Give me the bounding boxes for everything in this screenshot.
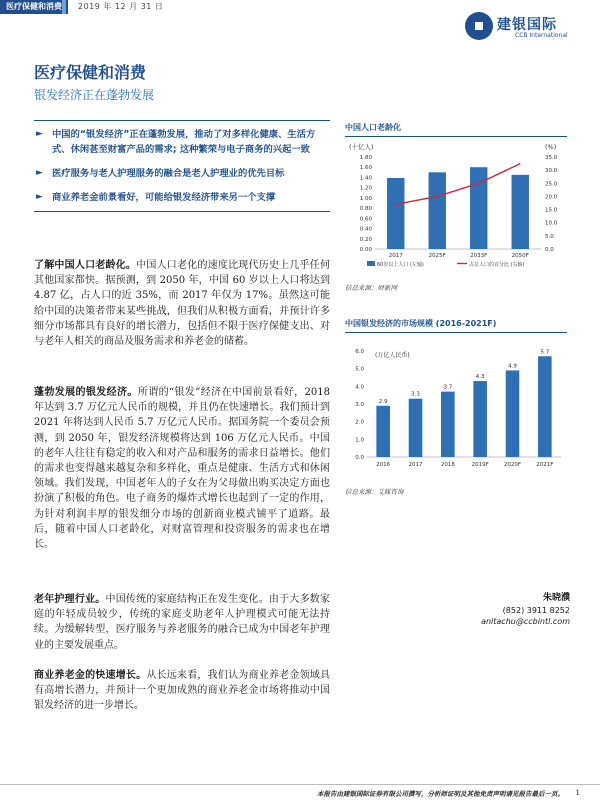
y-tick-label: 0.0 (355, 455, 364, 461)
footer-disclaimer: 本报告由建银国际证券有限公司撰写，分析师证明及其他免责声明请见报告最后一页。 (317, 790, 564, 798)
data-label: 3.3 (411, 391, 420, 398)
report-subtitle: 银发经济正在蓬勃发展 (34, 88, 155, 102)
y-tick-label: 5.0 (355, 366, 364, 373)
report-date: 2019 年 12 月 31 日 (78, 2, 164, 11)
data-label: 5.7 (540, 349, 550, 356)
logo-mark-icon (465, 12, 493, 40)
y-tick-label-right: 35.0 (545, 155, 558, 161)
report-title: 医疗保健和消费 (34, 63, 147, 82)
bar (473, 381, 487, 457)
chart-source: 信息来源：艾媒咨询 (345, 488, 404, 496)
y-tick-label-left: 0.20 (359, 236, 372, 243)
y-tick-label-left: 1.00 (359, 195, 372, 202)
y-axis-unit: (万亿人民币) (375, 352, 410, 359)
series-line (396, 164, 521, 205)
highlight-text: 医疗服务与老人护理服务的融合是老人护理业的优先目标 (52, 168, 285, 179)
y-tick-label-right: 5.0 (545, 233, 554, 240)
paragraph-lead: 商业养老金的快速增长。 (34, 670, 147, 681)
bar (376, 406, 390, 457)
chart-title: 中国人口老龄化 (345, 122, 567, 137)
sector-tag: 医疗保健和消费 (0, 0, 68, 14)
chart-title: 中国银发经济的市场规模 (2016-2021F) (345, 318, 567, 333)
x-tick-label: 2025F (428, 253, 446, 259)
paragraph-text: 所谓的“银发”经济在中国前景看好，2018 年达到 3.7 万亿元人民币的规模，并且仍在快速增长。我们预计到 2021 年将达到人民币 5.7 万亿元人民币。据国务院一个委员会预测，到 2050 年，银发经济规模将达到 106 万亿元人民币。中国的老年人往往有稳定的收入和对产品和服务的需求日益增长。他们的需求也变得越来越复杂和多样化，重点是健康、生活方式和休闲领域。我们发现，中国老年人的子女在为父母做出购买决定方面也扮演了积极的角色。电子商务的爆炸式增长也起到了一定的作用，为针对利润丰厚的银发细分市场的创新商业模式铺平了道路。最后，随着中国人口老龄化，对财富管理和投资服务的需求也在增长。 (34, 387, 330, 551)
paragraph-elderly-care (34, 592, 330, 653)
paragraph-lead: 老年护理行业。 (34, 594, 106, 605)
paragraph-lead: 蓬勃发展的银发经济。 (34, 387, 138, 398)
highlight-item (34, 166, 330, 181)
x-tick-label: 2021F (536, 462, 554, 468)
chart-source: 信息来源：财新网 (345, 284, 397, 292)
logo-name-en: CCB International (515, 32, 568, 39)
legend-label-line: 占总人口的百分比 (右轴) (469, 262, 525, 268)
y-tick-label-left: 1.20 (359, 185, 372, 192)
y-tick-label-left: 1.40 (359, 175, 372, 182)
y-tick-label-left: 1.80 (359, 155, 372, 161)
chart-silver-market (345, 318, 567, 496)
y-tick-label-right: 10.0 (545, 220, 558, 227)
bar (512, 175, 529, 249)
y-tick-label: 4.0 (355, 384, 364, 391)
paragraph-text: 中国传统的家庭结构正在发生变化。由于大多数家庭的年轻成员较少，传统的家庭支助老年人护理模式可能无法持续。为缓解转型，医疗服务与养老服务的融合已成为中国老年护理业的主要发展重点。 (34, 594, 330, 651)
x-tick-label: 2016 (376, 462, 391, 468)
analyst-name: 朱晓濮 (542, 593, 570, 603)
page-footer (0, 784, 600, 798)
highlight-item (34, 127, 330, 157)
logo-name-cn: 建银国际 (497, 17, 557, 33)
paragraph-text: 中国人口老化的速度比现代历史上几乎任何其他国家都快。据预测，到 2050 年，中国 60 岁以上人口将达到 4.87 亿，占人口的近 35%，而 2017 年仅为 17%。虽然这可能给中国的决策者带来某些挑战，但我们从积极方面看，并预计许多细分市场都具有良好的增长潜力，包括但不限于医疗保健支出、对与老年人相关的商品及服务需求和养老金的储蓄。 (34, 260, 331, 348)
y-tick-label-right: 0.0 (545, 247, 554, 253)
y-tick-label-right: 20.0 (545, 194, 558, 201)
x-tick-label: 2017 (388, 253, 403, 259)
x-tick-label: 2019F (471, 462, 489, 468)
x-tick-label: 2017 (408, 462, 423, 468)
chart-silver-market-svg (345, 333, 567, 483)
paragraph-aging (34, 258, 330, 349)
sector-tag-accent (62, 0, 66, 14)
analyst-phone: (852) 3911 8252 (502, 606, 570, 615)
paragraph-lead: 了解中国人口老龄化。 (34, 260, 137, 271)
y-tick-label: 2.0 (355, 419, 364, 426)
data-label: 2.9 (378, 398, 388, 405)
x-tick-label: 2050F (511, 253, 529, 259)
chart-population-aging (345, 122, 567, 292)
bar (387, 178, 404, 249)
paragraph-silver-economy (34, 385, 330, 552)
y-tick-label-left: 1.60 (359, 165, 372, 172)
y-tick-label: 1.0 (355, 437, 364, 444)
data-label: 4.3 (475, 374, 485, 381)
y-tick-label: 3.0 (355, 402, 364, 408)
y-axis-unit-left: (十亿人) (349, 143, 374, 151)
y-tick-label: 6.0 (355, 349, 364, 355)
analyst-contact (470, 590, 570, 626)
bar (409, 399, 423, 457)
highlight-item (34, 190, 330, 205)
company-logo (465, 10, 575, 44)
key-highlights (34, 120, 330, 212)
y-tick-label-right: 15.0 (545, 207, 558, 214)
y-axis-unit-right: (%) (545, 143, 557, 151)
x-tick-label: 2033F (470, 253, 488, 259)
triangle-bullet-icon: ► (36, 192, 43, 202)
y-tick-label-left: 0.40 (359, 226, 372, 233)
bar (506, 370, 520, 457)
highlight-text: 商业养老金前景看好，可能给银发经济带来另一个支撑 (52, 192, 276, 203)
analyst-email[interactable]: anitachu@ccbintl.com (481, 617, 570, 626)
y-tick-label-left: 0.00 (359, 247, 372, 253)
triangle-bullet-icon: ► (36, 168, 43, 178)
y-tick-label-left: 0.80 (359, 206, 372, 213)
bar (429, 172, 446, 249)
data-label: 3.7 (443, 384, 453, 391)
paragraph-text: 从长远来看，我们认为商业养老金领域具有高增长潜力，并预计一个更加成熟的商业养老金市场将推动中国银发经济的进一步增长。 (34, 670, 331, 712)
y-tick-label-right: 25.0 (545, 181, 558, 188)
y-tick-label-right: 30.0 (545, 168, 558, 175)
y-tick-label-left: 0.60 (359, 216, 372, 223)
highlight-text: 中国的“银发经济”正在蓬勃发展，推动了对多样化健康、生活方式、休闲甚至财富产品的需求; 这种繁荣与电子商务的兴起一致 (52, 129, 316, 155)
chart-population-aging-svg (345, 137, 567, 279)
data-label: 4.9 (508, 363, 517, 370)
legend-label-bar: 60岁以上人口 (左轴) (377, 262, 424, 268)
bar (441, 392, 455, 457)
legend-swatch-bar (367, 261, 375, 266)
bar (470, 167, 487, 249)
x-tick-label: 2020F (503, 462, 522, 468)
x-tick-label: 2018 (440, 462, 455, 468)
triangle-bullet-icon: ► (36, 129, 43, 139)
paragraph-pension (34, 668, 330, 714)
bar (538, 356, 552, 457)
page-number: 1 (575, 789, 580, 797)
